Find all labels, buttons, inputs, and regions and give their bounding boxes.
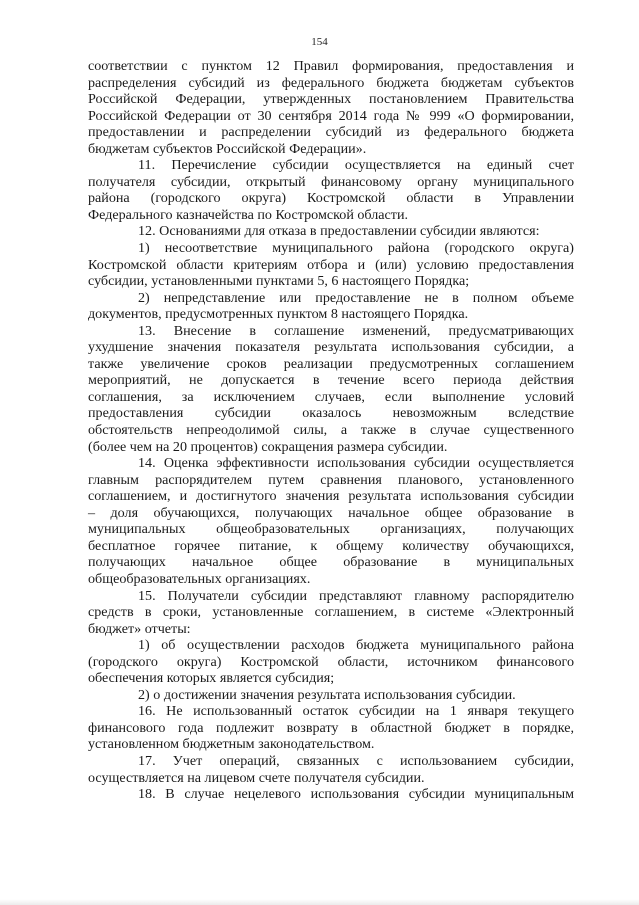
text-line: главным распорядителем путем сравнения планового, установленного (88, 471, 574, 488)
text-line: соглашением, и достигнутого значения результата использования субсидии (88, 488, 574, 505)
text-line: 11. Перечисление субсидии осуществляется на единый счет (138, 157, 574, 174)
paragraph-12 (88, 223, 574, 240)
text-line: ухудшение значения показателя результата использования субсидии, а (88, 339, 574, 356)
text-line: 12. Основаниями для отказа в предоставлении субсидии являются: (138, 223, 540, 240)
paragraph-17 (88, 753, 574, 786)
text-line: 1) несоответствие муниципального района (городского округа) (138, 240, 574, 257)
text-line: соглашения, за исключением случаев, если выполнение условий (88, 388, 574, 405)
text-line: Российской Федерации, утвержденных постановлением Правительства (88, 91, 574, 108)
text-line: предоставлении и распределении субсидий из федерального бюджета (88, 124, 574, 141)
text-line: 2) о достижении значения результата использования субсидии. (138, 686, 516, 703)
paragraph-16 (88, 703, 574, 753)
paragraph-12-item-2 (88, 290, 574, 323)
text-line: (более чем на 20 процентов) сокращения размера субсидии. (88, 438, 448, 455)
text-line: 15. Получатели субсидии представляют главному распорядителю (138, 587, 574, 604)
text-line: обстоятельств непреодолимой силы, а также в случае существенного (88, 422, 574, 439)
text-line: документов, предусмотренных пунктом 8 настоящего Порядка. (88, 306, 469, 323)
paragraph-18 (88, 786, 574, 803)
text-line: 14. Оценка эффективности использования субсидии осуществляется (138, 455, 574, 472)
text-line: 13. Внесение в соглашение изменений, предусматривающих (138, 322, 574, 339)
text-line: 18. В случае нецелевого использования субсидии муниципальным (138, 786, 574, 803)
text-line: Российской Федерации от 30 сентября 2014 года № 999 «О формировании, (88, 107, 574, 124)
text-line: установленном бюджетным законодательством. (88, 736, 375, 753)
text-line: предоставления субсидии оказалось невозможным вследствие (88, 405, 574, 422)
text-line: субсидии, установленными пунктами 5, 6 настоящего Порядка; (88, 273, 470, 290)
text-line: Федерального казначейства по Костромской области. (88, 206, 409, 223)
text-line: распределения субсидий из федерального бюджета бюджетам субъектов (88, 74, 574, 91)
paragraph-15-item-1 (88, 637, 574, 687)
text-line: бюджет» отчеты: (88, 620, 191, 637)
text-line: – доля обучающихся, получающих начальное общее образование в (88, 504, 574, 521)
page-number: 154 (311, 36, 328, 48)
document-body (88, 58, 574, 803)
text-line: 17. Учет операций, связанных с использованием субсидии, (138, 752, 574, 769)
paragraph-12-item-1 (88, 240, 574, 290)
paragraph-14 (88, 455, 574, 587)
text-line: общеобразовательных организациях. (88, 570, 311, 587)
paragraph-13 (88, 323, 574, 455)
text-line: получающих начальное общее образование в муниципальных (88, 554, 574, 571)
text-line: осуществляется на лицевом счете получателя субсидии. (88, 769, 425, 786)
text-line: 16. Не использованный остаток субсидии на 1 января текущего (138, 703, 574, 720)
text-line: мероприятий, не допускается в течение всего периода действия (88, 372, 574, 389)
paragraph-15-item-2 (88, 687, 574, 704)
text-line: муниципальных общеобразовательных организациях, получающих (88, 521, 574, 538)
paragraph-15 (88, 588, 574, 638)
text-line: также увеличение сроков реализации предусмотренных соглашением (88, 355, 574, 372)
text-line: соответствии с пунктом 12 Правил формирования, предоставления и (88, 58, 574, 74)
text-line: обеспечения которых является субсидия; (88, 670, 335, 687)
text-line: района (городского округа) Костромской области в Управлении (88, 190, 574, 207)
page-bottom-edge (0, 899, 639, 905)
text-line: Костромской области критериям отбора и (или) условию предоставления (88, 256, 574, 273)
text-line: 2) непредставление или предоставление не в полном объеме (138, 289, 574, 306)
text-line: средств в сроки, установленные соглашением, в системе «Электронный (88, 604, 574, 621)
text-line: бюджетам субъектов Российской Федерации». (88, 140, 367, 157)
text-line: бесплатное горячее питание, к общему количеству обучающихся, (88, 537, 574, 554)
text-line: 1) об осуществлении расходов бюджета муниципального района (138, 637, 574, 654)
text-line: получателя субсидии, открытый финансовому органу муниципального (88, 173, 574, 190)
text-line: (городского округа) Костромской области, источником финансового (88, 653, 574, 670)
paragraph-continuation (88, 58, 574, 157)
paragraph-11 (88, 157, 574, 223)
text-line: финансового года подлежит возврату в областной бюджет в порядке, (88, 719, 574, 736)
